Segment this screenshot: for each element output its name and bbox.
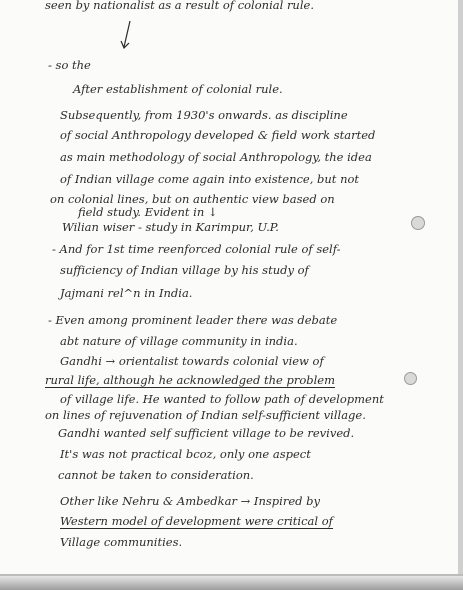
text-line-6: as main methodology of social Anthropology, the idea	[60, 150, 372, 164]
text-line-11: - And for 1st time reenforced colonial rule of self-	[52, 242, 341, 256]
text-line-25: Village communities.	[60, 535, 183, 549]
text-line-7: of Indian village come again into existence, but not	[60, 172, 360, 186]
text-line-14: - Even among prominent leader there was debate	[48, 313, 338, 327]
text-line-15: abt nature of village community in india.	[60, 334, 298, 348]
text-line-22: cannot be taken to consideration.	[58, 468, 254, 482]
text-line-1: seen by nationalist as a result of colonial rule.	[45, 0, 314, 12]
text-line-21: It's was not practical bcoz, only one aspect	[60, 447, 311, 461]
page-edge-right	[458, 0, 463, 590]
text-line-20: Gandhi wanted self sufficient village to be revived.	[58, 426, 355, 440]
text-line-12: sufficiency of Indian village by his study of	[60, 263, 309, 277]
text-line-19: on lines of rejuvenation of Indian self-sufficient village.	[45, 408, 366, 422]
punch-hole-mark	[404, 372, 417, 385]
text-line-24: Western model of development were critical of	[60, 514, 333, 528]
down-arrow-icon	[118, 20, 136, 50]
text-line-18: of village life. He wanted to follow path of development	[60, 392, 384, 406]
text-line-3: After establishment of colonial rule.	[73, 82, 283, 96]
text-line-23: Other like Nehru & Ambedkar → Inspired by	[60, 494, 321, 508]
text-line-5: of social Anthropology developed & field work started	[60, 128, 376, 142]
text-line-10: Wilian wiser - study in Karimpur, U.P.	[62, 220, 279, 234]
text-line-9: field study. Evident in ↓	[78, 205, 218, 219]
text-line-17: rural life, although he acknowledged the problem	[45, 373, 335, 387]
text-line-4: Subsequently, from 1930's onwards. as discipline	[60, 108, 348, 122]
text-line-13: Jajmani rel^n in India.	[60, 286, 193, 300]
punch-hole-mark	[411, 216, 425, 230]
text-line-16: Gandhi → orientalist towards colonial view of	[60, 354, 324, 368]
text-line-8: on colonial lines, but on authentic view based on	[50, 192, 335, 206]
text-line-2: - so the	[48, 58, 91, 72]
page-edge-bottom	[0, 576, 463, 590]
